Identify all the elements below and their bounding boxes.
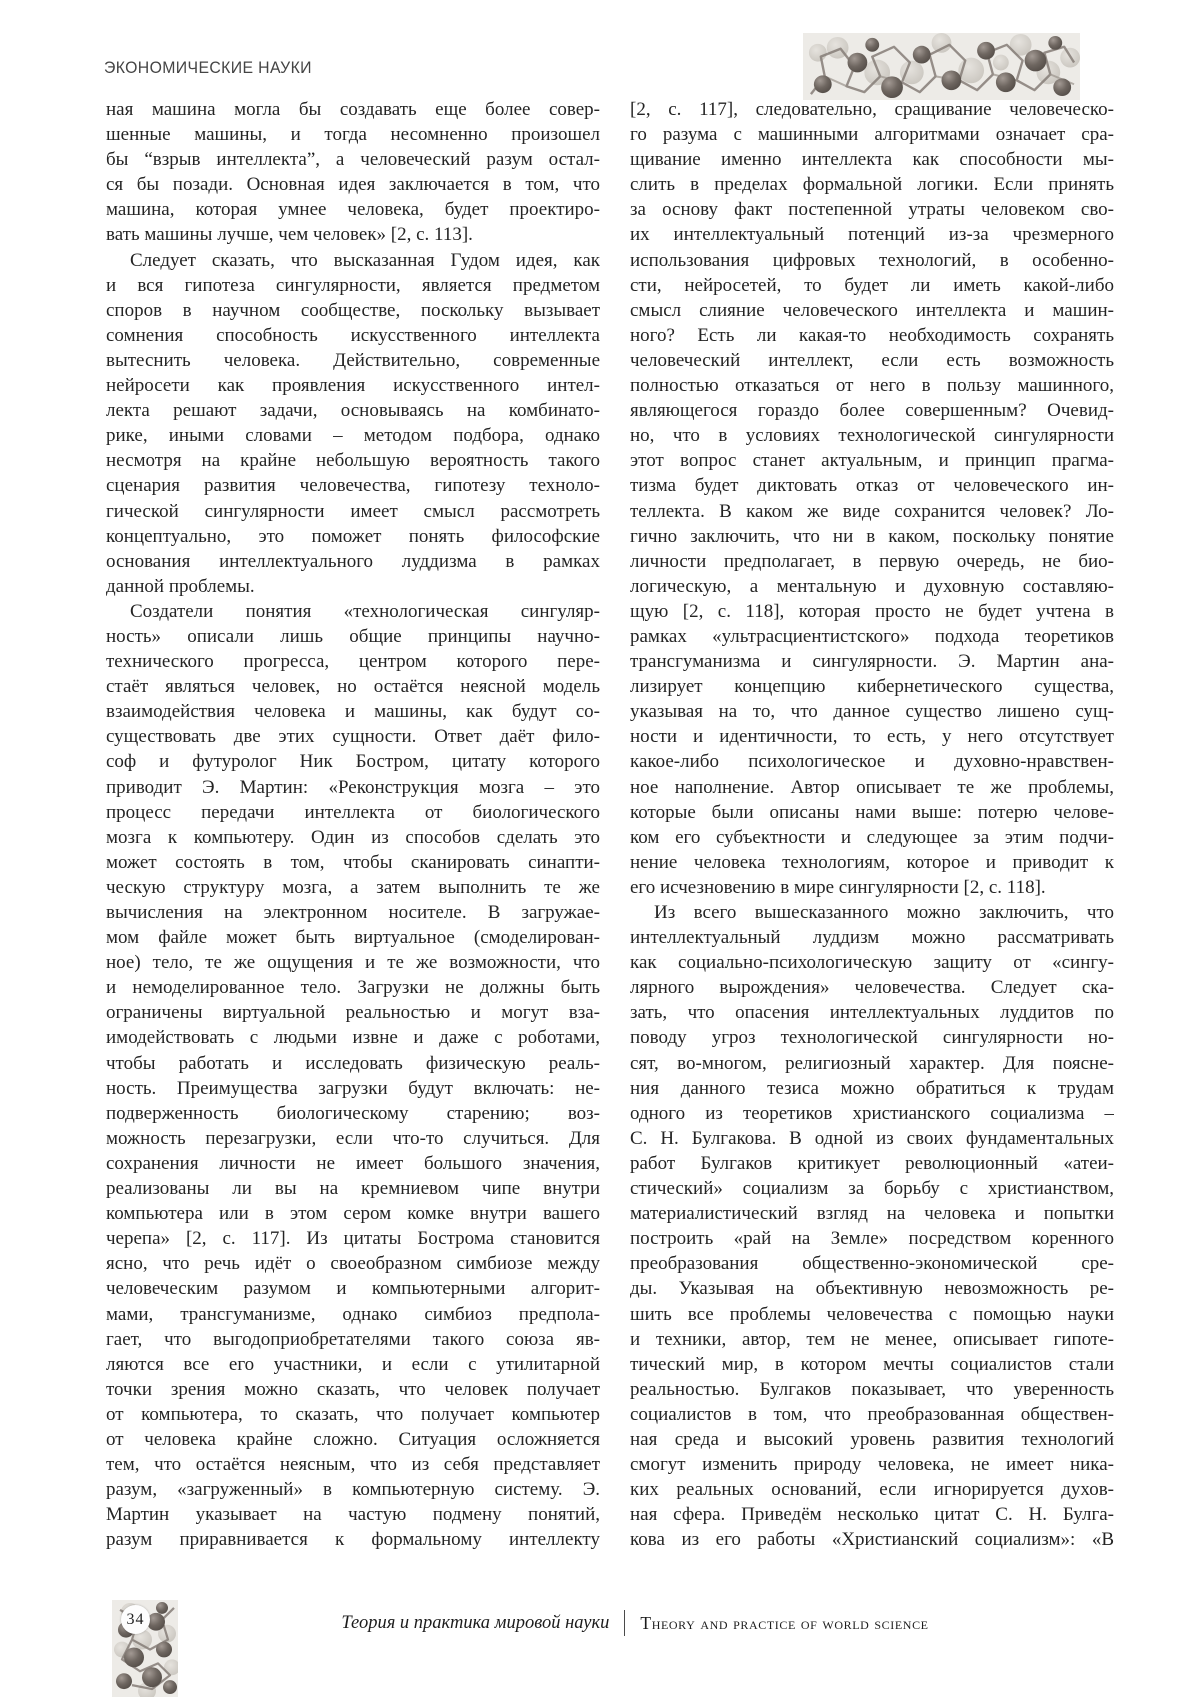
text-line: личности предполагает, в первую очередь, не био- [630, 550, 1114, 572]
text-line: может состоять в том, чтобы сканировать синапти- [106, 851, 600, 873]
text-line: но, что в условиях технологической сингулярности [630, 425, 1114, 447]
text-line: сохранения личности не имеет большого значения, [106, 1152, 600, 1174]
text-line: какое-либо психологическое и духовно-нравствен- [630, 751, 1114, 773]
text-line: смысл слияние человеческого интеллекта и машин- [630, 299, 1114, 321]
molecule-pattern-header-image [803, 33, 1080, 100]
molecule-pattern-footer-image [112, 1600, 178, 1697]
text-line: ная сфера. Приведём несколько цитат С. Н. Булга- [630, 1504, 1114, 1526]
footer-divider [624, 1610, 625, 1636]
text-line: подверженность биологическому старению; воз- [106, 1102, 600, 1124]
text-line: несмотря на крайне небольшую вероятность такого [106, 450, 600, 472]
text-line: имодействовать с людьми извне и даже с роботами, [106, 1027, 600, 1049]
text-line: мами, трансгуманизме, однако симбиоз предпола- [106, 1303, 600, 1325]
molecule-pattern-strip-graphic [803, 33, 1080, 100]
text-line: основания интеллектуального луддизма в рамках [106, 550, 600, 572]
text-line: приводит Э. Мартин: «Реконструкция мозга – это [106, 776, 600, 798]
text-line: указывая на то, что данное существо лишено сущ- [630, 701, 1114, 723]
text-line: ком его субъектности и следующее за этим подчи- [630, 826, 1114, 848]
text-line: их интеллектуальный потенций из-за чрезмерного [630, 224, 1114, 246]
text-line: взаимодействия человека и машины, как будут со- [106, 701, 600, 723]
text-line: концептуально, это поможет понять философские [106, 525, 600, 547]
text-line: разум приравнивается к формальному интеллекту [106, 1529, 600, 1551]
text-line: реализованы ли вы на кремниевом чипе внутри [106, 1178, 600, 1200]
text-line: ческую структуру мозга, а затем выполнить те же [106, 876, 600, 898]
text-line: гично заключить, что ни в каком, поскольку понятие [630, 525, 1114, 547]
text-line: ная машина могла бы создавать еще более совер- [106, 99, 600, 120]
text-line: построить «рай на Земле» посредством коренного [630, 1228, 1114, 1250]
text-line: тический мир, в котором мечты социалистов стали [630, 1353, 1114, 1375]
text-line: нейросети как проявления искусственного интел- [106, 375, 600, 397]
text-line: реальностью. Булгаков показывает, что уверенность [630, 1378, 1114, 1400]
journal-title-ru: Теория и практика мировой науки [341, 1612, 610, 1633]
text-line: черепа» [2, с. 117]. Из цитаты Бострома становится [106, 1228, 600, 1250]
text-line: тизма будет диктовать отказ от человеческого ин- [630, 475, 1114, 497]
text-line: разум, «загруженный» в компьютерную систему. Э. [106, 1479, 600, 1501]
text-line: лизирует концепцию кибернетического существа, [630, 676, 1114, 698]
text-line: вытеснить человека. Действительно, современные [106, 349, 600, 371]
text-line: сти, нейросетей, то будет ли иметь какой-либо [630, 274, 1114, 296]
text-line: Мартин указывает на частую подмену понятий, [106, 1504, 600, 1526]
text-line: социалистов в том, что преобразованная обществен- [630, 1403, 1114, 1425]
text-line: данной проблемы. [106, 575, 255, 597]
footer [190, 1606, 1080, 1640]
text-line: теллекта. В каком же виде сохранится человек? Ло- [630, 500, 1114, 522]
text-line: работ Булгаков критикует революционный «атеи- [630, 1152, 1114, 1174]
text-line: ности и идентичности, то есть, у него отсутствует [630, 726, 1114, 748]
text-line: использования цифровых технологий, в особенно- [630, 249, 1114, 271]
text-line: ких реальных оснований, если игнорируется духов- [630, 1479, 1114, 1501]
section-heading: ЭКОНОМИЧЕСКИЕ НАУКИ [104, 58, 312, 77]
text-line: и вся гипотеза сингулярности, является предметом [106, 274, 600, 296]
text-line: вычисления на электронном носителе. В загружае- [106, 902, 600, 923]
text-line: машина, которая умнее человека, будет проектиро- [106, 199, 600, 221]
text-line: и немоделированное тело. Загрузки не должны быть [106, 977, 600, 999]
text-line: зать, что опасения интеллектуальных луддитов по [630, 1002, 1114, 1024]
text-line: компьютера или в этом сером комке внутри вашего [106, 1203, 600, 1225]
text-line: лярного вырождения» человечества. Следует ска- [630, 977, 1114, 999]
text-line: ограничены виртуальной реальностью и могут вза- [106, 1002, 600, 1024]
text-line: бы “взрыв интеллекта”, а человеческий разум остал- [106, 149, 600, 171]
text-line: человеческим разумом и компьютерными алгорит- [106, 1278, 600, 1300]
text-line: материалистический взгляд на человека и попытки [630, 1203, 1114, 1225]
text-line: чтобы работать и исследовать физическую реаль- [106, 1052, 600, 1074]
text-line: и техники, автор, тем не менее, описывает гипоте- [630, 1328, 1114, 1350]
text-line: мозга к компьютеру. Один из способов сделать это [106, 826, 600, 848]
text-line: интеллектуальный луддизм можно рассматривать [630, 927, 1114, 949]
text-line: [2, с. 117], следовательно, сращивание человеческо- [630, 99, 1114, 120]
text-line: Следует сказать, что высказанная Гудом идея, как [130, 249, 600, 271]
text-line: Из всего вышесказанного можно заключить, что [654, 902, 1114, 923]
text-line: ное наполнение. Автор описывает те же проблемы, [630, 776, 1114, 798]
text-line: Создатели понятия «технологическая сингуляр- [130, 600, 600, 622]
text-line: полностью отказаться от него в пользу машинного, [630, 375, 1114, 397]
text-line: рике, иными словами – методом подбора, однако [106, 425, 600, 447]
text-line: можность перезагрузки, если что-то случиться. Для [106, 1127, 600, 1149]
text-line: ляются все его участники, и если с утилитарной [106, 1353, 600, 1375]
text-line: сценария развития человечества, гипотезу техноло- [106, 475, 600, 497]
text-line: точки зрения можно сказать, что человек получает [106, 1378, 600, 1400]
text-line: от человека крайне сложно. Ситуация осложняется [106, 1428, 600, 1450]
text-line: одного из теоретиков христианского социализма – [630, 1102, 1114, 1124]
text-line: гической сингулярности имеет смысл рассмотреть [106, 500, 600, 522]
text-column-right [630, 97, 1114, 1552]
text-line: мом файле может быть виртуальное (смоделирован- [106, 927, 600, 949]
text-line: щивание именно интеллекта как способности мы- [630, 149, 1114, 171]
text-line: слить в пределах формальной логики. Если принять [630, 174, 1114, 196]
text-line: смогут изменить природу человека, не имеет ника- [630, 1454, 1114, 1476]
text-line: го разума с машинными алгоритмами означает сра- [630, 124, 1114, 146]
text-line: его исчезновению в мире сингулярности [2, с. 118]. [630, 876, 1046, 898]
text-line: за основу факт постепенной утраты человеком сво- [630, 199, 1114, 221]
text-line: шенные машины, и тогда несомненно произошел [106, 124, 600, 146]
text-line: сят, во-многом, религиозный характер. Для поясне- [630, 1052, 1114, 1074]
text-line: являющегося гораздо более совершенным? Очевид- [630, 400, 1114, 422]
text-line: от компьютера, то сказать, что получает компьютер [106, 1403, 600, 1425]
text-line: ность» описали лишь общие принципы научно- [106, 625, 600, 647]
text-line: ся бы позади. Основная идея заключается в том, что [106, 174, 600, 196]
text-line: преобразования общественно-экономической сре- [630, 1253, 1114, 1275]
text-line: шить все проблемы человечества с помощью науки [630, 1303, 1114, 1325]
text-line: соф и футуролог Ник Бостром, цитату которого [106, 751, 600, 773]
text-line: гает, что выгодоприобретателями такого союза яв- [106, 1328, 600, 1350]
text-line: логическую, а ментальную и духовную составляю- [630, 575, 1114, 597]
text-line: ясно, что речь идёт о своеобразном симбиозе между [106, 1253, 600, 1275]
text-line: стаёт являться человек, но остаётся неясной модель [106, 676, 600, 698]
page-number-badge: 34 [121, 1605, 150, 1634]
text-line: ная среда и высокий уровень развития технологий [630, 1428, 1114, 1450]
text-line: сомнения способность искусственного интеллекта [106, 324, 600, 346]
text-line: ды. Указывая на объективную невозможность ре- [630, 1278, 1114, 1300]
text-line: трансгуманизма и сингулярности. Э. Мартин ана- [630, 651, 1114, 673]
text-line: этот вопрос станет актуальным, и принцип прагма- [630, 450, 1114, 472]
journal-title-en: Theory and practice of world science [640, 1612, 929, 1633]
text-line: рамках «ультрасциентистского» подхода теоретиков [630, 625, 1114, 647]
text-line: тем, что остаётся неясным, что из себя представляет [106, 1454, 600, 1476]
text-line: человеческий интеллект, если есть возможность [630, 349, 1114, 371]
text-line: С. Н. Булгакова. В одной из своих фундаментальных [630, 1127, 1114, 1149]
text-line: вать машины лучше, чем человек» [2, с. 113]. [106, 224, 473, 246]
text-line: ного? Есть ли какая-то необходимость сохранять [630, 324, 1114, 346]
text-line: процесс передачи интеллекта от биологического [106, 801, 600, 823]
text-line: нение человека технологиям, которое и приводит к [630, 851, 1114, 873]
text-line: технического прогресса, центром которого пере- [106, 651, 600, 673]
text-line: щую [2, с. 118], которая просто не будет учтена в [630, 600, 1114, 622]
text-line: кова из его работы «Христианский социализм»: «В [630, 1529, 1114, 1551]
text-line: споров в научном сообществе, поскольку вызывает [106, 299, 600, 321]
text-line: ность. Преимущества загрузки будут включать: не- [106, 1077, 600, 1099]
text-line: стический» социализм за борьбу с христианством, [630, 1178, 1114, 1200]
text-line: лекта решают задачи, основываясь на комбинато- [106, 400, 600, 422]
text-column-left [106, 97, 600, 1552]
text-line: как социально-психологическую защиту от «сингу- [630, 952, 1114, 974]
text-line: поводу угроз технологической сингулярности но- [630, 1027, 1114, 1049]
text-line: ное) тело, те же ощущения и те же возможности, что [106, 952, 600, 974]
text-line: которые были описаны нами выше: потерю челове- [630, 801, 1114, 823]
text-line: ния данного тезиса можно обратиться к трудам [630, 1077, 1114, 1099]
text-line: существовать две этих сущности. Ответ даёт фило- [106, 726, 600, 748]
